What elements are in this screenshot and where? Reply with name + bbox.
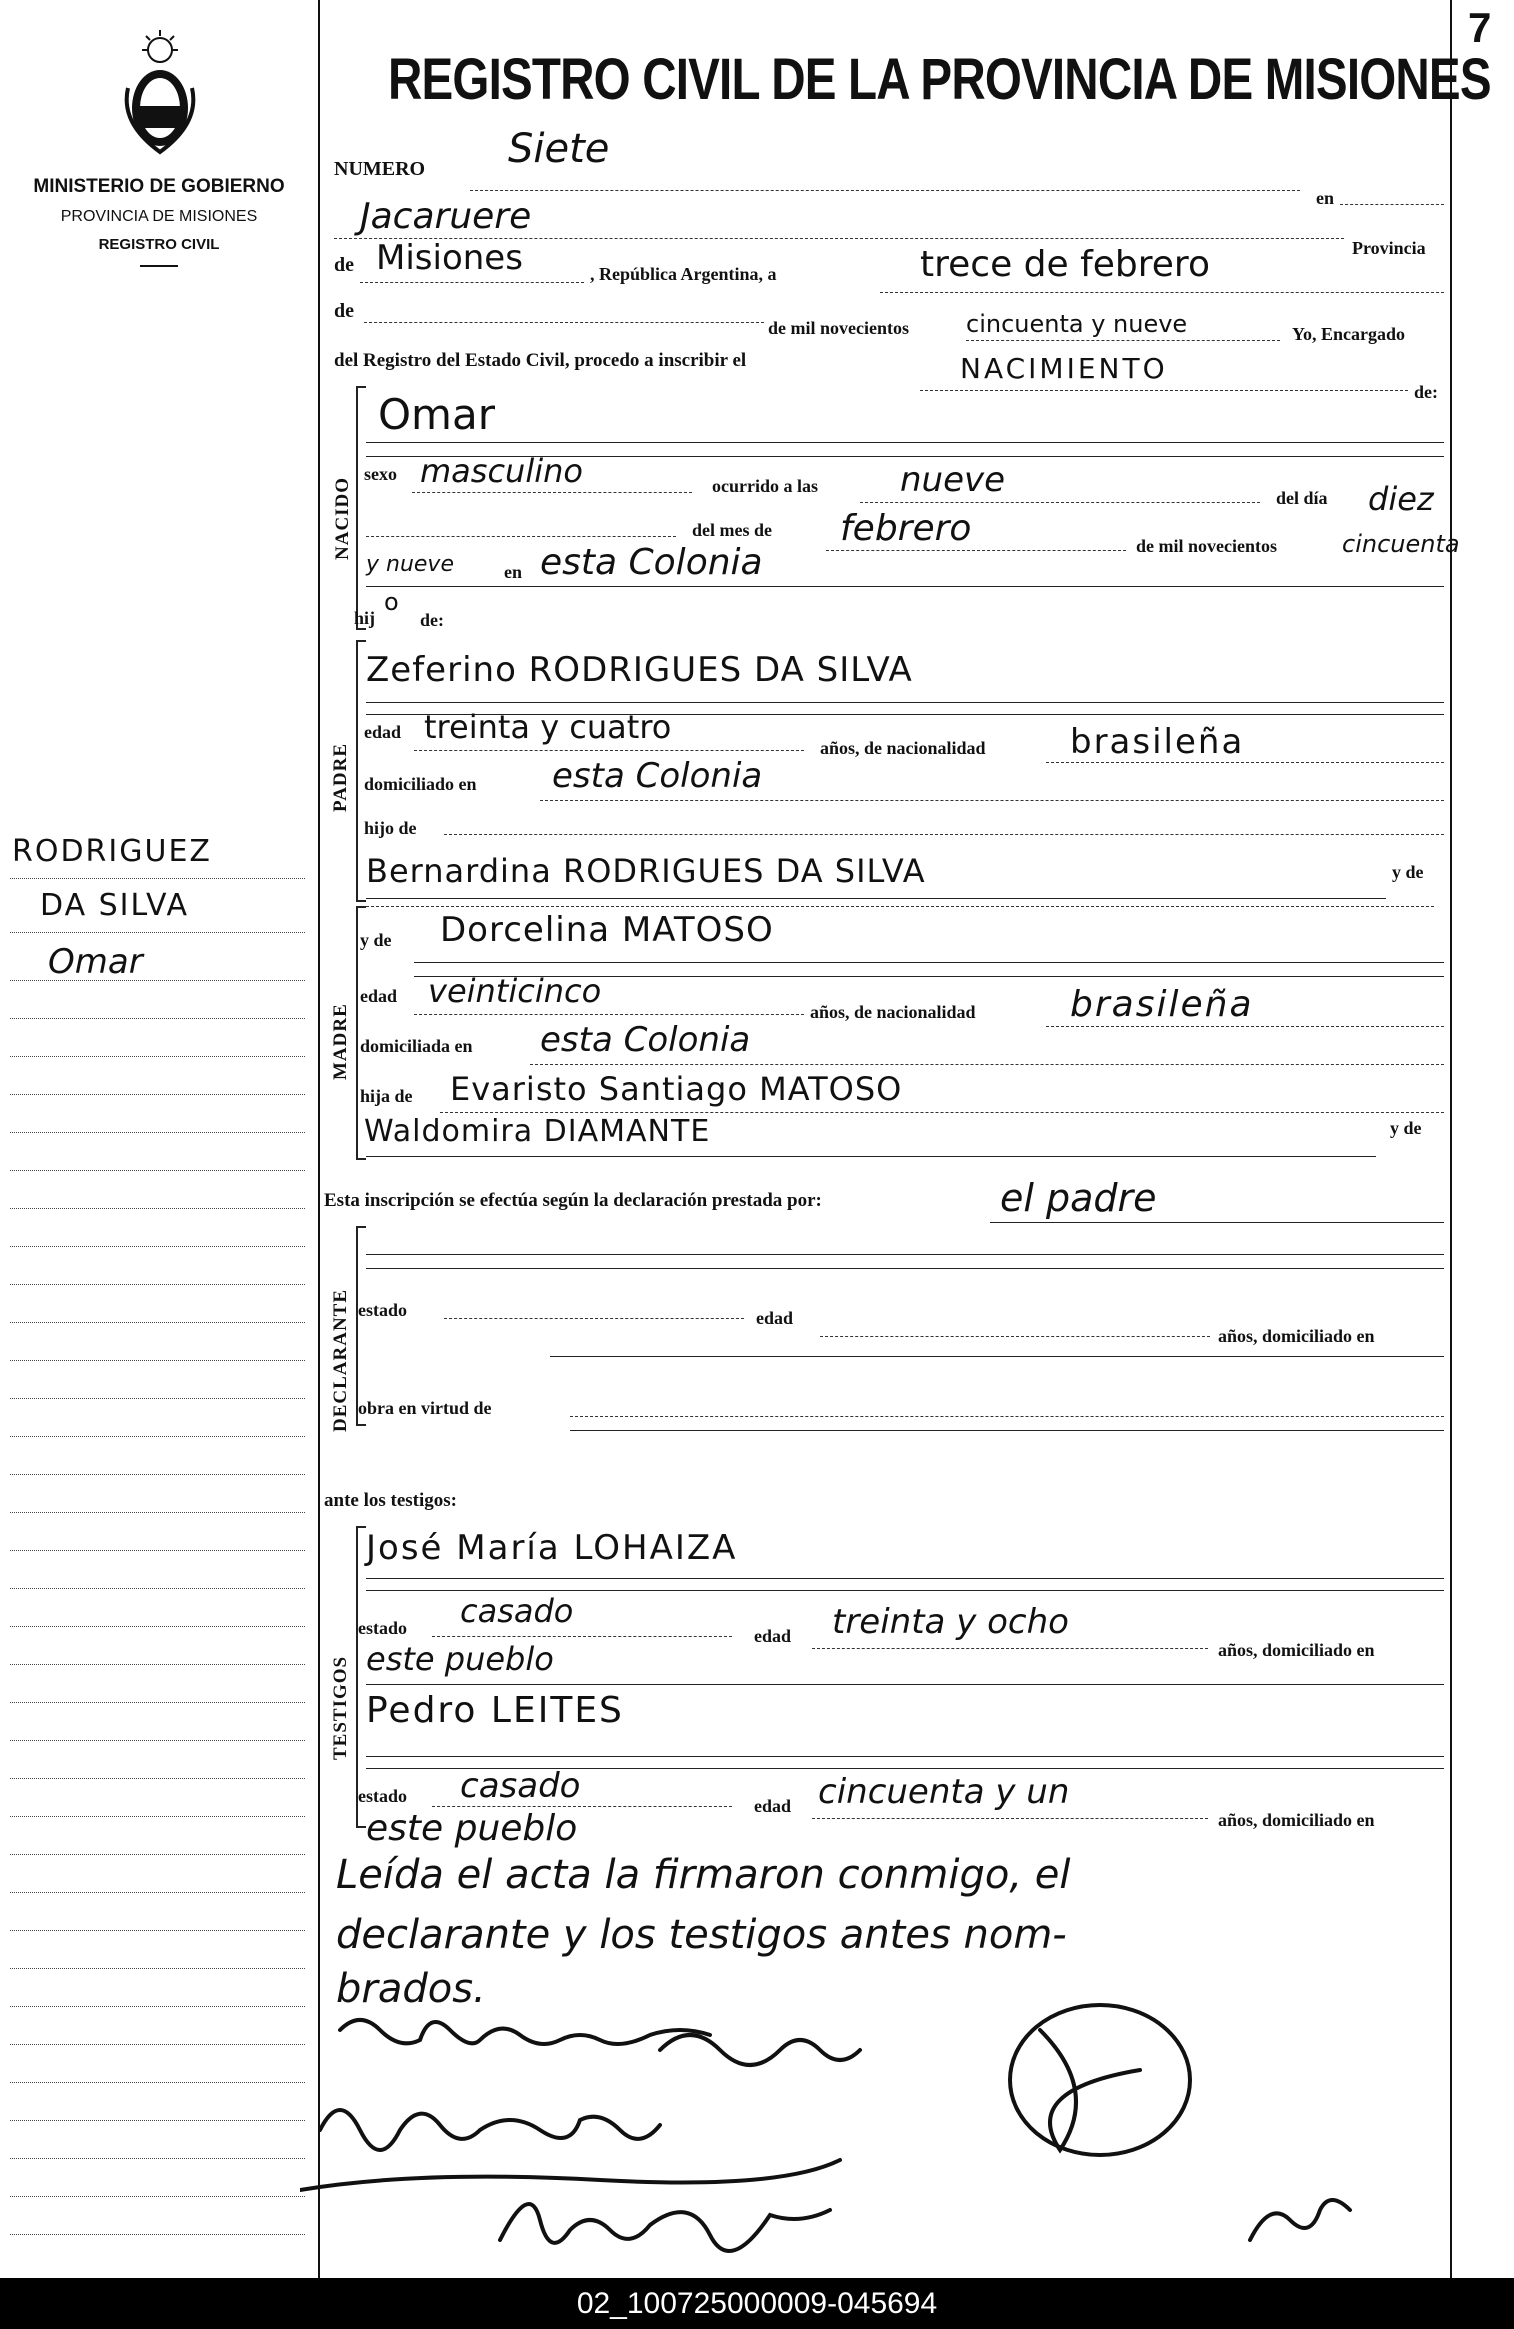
hora-value: nueve [900,460,1006,500]
field-line [360,282,584,283]
footer-id-bar: 02_100725000009-045694 [0,2278,1514,2329]
margin-line [10,2006,305,2007]
margin-line [10,1968,305,1969]
margin-line [10,2234,305,2235]
yo-label: Yo, Encargado [1292,324,1406,344]
declarante-edad-label: edad [756,1308,794,1328]
madre-edad-label: edad [360,986,398,1006]
field-line [440,1112,1444,1113]
field-line [366,1156,1376,1157]
de-label: de [334,254,354,276]
field-line [1046,762,1444,763]
field-line [860,502,1260,503]
margin-line [10,2120,305,2121]
field-line [366,1590,1444,1591]
field-line [432,1806,732,1807]
coat-of-arms-emblem [118,28,202,158]
signature-encargado [660,2035,860,2065]
numero-label: NUMERO [334,158,426,180]
field-line [366,906,1434,907]
margin-line [10,1626,305,1627]
abuelo-materno-value: Evaristo Santiago MATOSO [450,1070,903,1108]
acto-value: NACIMIENTO [960,352,1168,385]
madre-dom-label: domiciliada en [360,1036,473,1056]
closing-line-1: Leída el acta la firmaron conmigo, el [336,1852,1071,1898]
hij-label: hij [354,608,376,628]
field-line [990,1222,1444,1223]
margin-line [10,1436,305,1437]
signature-testigo1 [320,2110,660,2150]
padre-edad-value: treinta y cuatro [424,708,672,746]
margin-line [10,2082,305,2083]
nombre-value: Omar [378,390,495,439]
testigo1-dom-label: años, domiciliado en [1218,1640,1375,1660]
page-number: 7 [1468,4,1492,51]
field-line [366,586,1444,587]
margin-line [10,1816,305,1817]
fecha-value: trece de febrero [920,244,1210,285]
margin-line [10,1930,305,1931]
en2-label: en [504,562,522,582]
y-de2-label: y de [360,930,392,950]
provincia-value: Misiones [376,238,523,278]
abuela-materna-value: Waldomira DIAMANTE [364,1114,711,1149]
section-label-declarante: DECLARANTE [330,1288,351,1432]
registro-label: del Registro del Estado Civil, procedo a inscribir el [334,350,747,371]
field-line [530,1064,1444,1065]
testigo1-edad-value: treinta y ocho [832,1602,1069,1642]
margin-line [10,1132,305,1133]
madre-dom-value: esta Colonia [540,1020,751,1060]
testigo1-edad-label: edad [754,1626,792,1646]
inscripcion-label: Esta inscripción se efectúa según la declaración prestada por: [324,1190,822,1211]
testigo1-estado-value: casado [460,1592,574,1630]
field-line [880,292,1444,293]
de2-label: de [334,300,354,322]
dia-value: diez [1368,480,1434,518]
field-line [570,1416,1444,1417]
field-line [366,898,1386,899]
section-label-padre: PADRE [330,742,351,812]
lugar-value: Jacaruere [360,196,532,237]
hijo-de-label: hijo de [364,818,417,838]
margin-line [10,932,305,933]
de3-label: de: [420,610,444,630]
sexo-label: sexo [364,464,397,484]
padre-nac-value: brasileña [1070,722,1245,762]
margin-line [10,2158,305,2159]
madre-edad-value: veinticinco [428,972,602,1010]
margin-line [10,1398,305,1399]
ministry-registry: REGISTRO CIVIL [98,236,220,253]
field-line [366,1254,1444,1255]
padre-nac-label: años, de nacionalidad [820,738,986,758]
field-line [570,1430,1444,1431]
field-line [1046,1026,1444,1027]
testigo2-dom-label: años, domiciliado en [1218,1810,1375,1830]
section-label-madre: MADRE [330,1003,351,1080]
section-label-nacido: NACIDO [332,476,353,560]
field-line [826,550,1126,551]
margin-line [10,1702,305,1703]
provincia-label: Provincia [1352,238,1426,258]
ministry-name: MINISTERIO DE GOBIERNO [33,176,285,197]
testigo2-estado-value: casado [460,1766,581,1806]
obra-label: obra en virtud de [358,1398,492,1418]
right-margin-border [1450,0,1452,2278]
margin-line [10,1360,305,1361]
field-line [366,1756,1444,1757]
margin-line [10,1550,305,1551]
padre-dom-label: domiciliado en [364,774,477,794]
mil-label: de mil novecientos [768,318,909,338]
testigo2-edad-label: edad [754,1796,792,1816]
lugar-nac-value: esta Colonia [540,542,763,583]
margin-line [10,1474,305,1475]
padre-dom-value: esta Colonia [552,756,763,796]
del-mes-label: del mes de [692,520,772,540]
margin-note-surname2: DA SILVA [40,888,190,923]
signatures-area [300,1990,1460,2278]
testigo1-dom-value: este pueblo [366,1640,554,1678]
margin-line [10,1778,305,1779]
anio-value: cincuenta y nueve [966,310,1188,338]
field-line [366,442,1444,443]
closing-line-2: declarante y los testigos antes nom- [336,1912,1067,1958]
field-line [414,750,804,751]
margin-line [10,1246,305,1247]
left-margin-border [318,0,320,2278]
field-line [540,800,1444,801]
ministry-divider [140,265,178,267]
margin-line [10,1170,305,1171]
field-line [820,1336,1210,1337]
margin-note-name: Omar [48,942,143,982]
field-line [444,834,1444,835]
anio-nac-b: y nueve [366,552,454,577]
field-line [432,1636,732,1637]
field-line [366,1684,1444,1685]
ocurrido-label: ocurrido a las [712,476,818,496]
margin-line [10,1892,305,1893]
field-line [366,1578,1444,1579]
republica-label: , República Argentina, a [590,264,777,284]
document-title: REGISTRO CIVIL DE LA PROVINCIA DE MISIONES [388,47,1491,112]
signature-declarante [340,2020,710,2044]
field-line [920,390,1408,391]
hijo-sufijo-value: o [384,588,399,616]
margin-line [10,2196,305,2197]
testigos-intro-label: ante los testigos: [324,1490,457,1511]
margin-line [10,980,305,981]
padre-edad-label: edad [364,722,402,742]
abuela-paterna-value: Dorcelina MATOSO [440,910,774,950]
section-label-testigos: TESTIGOS [330,1655,351,1760]
sexo-value: masculino [420,452,583,490]
testigo1-nombre-value: José María LOHAIZA [366,1528,738,1568]
abuelo-paterno-value: Bernardina RODRIGUES DA SILVA [366,852,926,890]
madre-nac-label: años, de nacionalidad [810,1002,976,1022]
madre-nac-value: brasileña [1070,984,1254,1025]
margin-line [10,2044,305,2045]
signature-testigo2 [500,2204,830,2251]
field-line [412,492,692,493]
anio-nac-a: cincuenta [1342,530,1460,558]
margin-line [10,1512,305,1513]
ministry-province: PROVINCIA DE MISIONES [60,208,258,225]
mes-value: febrero [840,508,972,549]
testigo2-edad-value: cincuenta y un [818,1772,1070,1812]
hija-de-label: hija de [360,1086,413,1106]
padre-nombre-value: Zeferino RODRIGUES DA SILVA [366,650,913,690]
margin-line [10,1322,305,1323]
de-colon-label: de: [1414,382,1438,402]
padre-bracket [356,640,366,902]
testigo2-estado-label: estado [358,1786,407,1806]
margin-line [10,1588,305,1589]
margin-line [10,1056,305,1057]
field-line [366,702,1444,703]
field-line [812,1648,1208,1649]
declarante-dom-label: años, domiciliado en [1218,1326,1375,1346]
field-line [366,536,676,537]
margin-line [10,1094,305,1095]
margin-line [10,1664,305,1665]
nacido-bracket [356,386,366,630]
margin-line [10,1284,305,1285]
margin-line [10,1018,305,1019]
numero-value: Siete [508,126,610,172]
field-line [470,190,1300,191]
declarante-value: el padre [1000,1176,1157,1220]
declarante-estado-label: estado [358,1300,407,1320]
margin-note-surname: RODRIGUEZ [12,834,212,869]
margin-line [10,878,305,879]
field-line [364,322,764,323]
testigo2-dom-value: este pueblo [366,1808,578,1849]
field-line [1340,204,1444,205]
field-line [414,962,1444,963]
field-line [414,1014,804,1015]
field-line [812,1818,1208,1819]
field-line [550,1356,1444,1357]
madre-y-de-label: y de [1390,1118,1422,1138]
margin-line [10,1854,305,1855]
padre-y-de-label: y de [1392,862,1424,882]
declarante-bracket [356,1226,366,1426]
testigo2-nombre-value: Pedro LEITES [366,1690,624,1731]
testigos-bracket [356,1526,366,1828]
field-line [444,1318,744,1319]
closing-line-3: brados. [336,1966,486,2012]
en-label: en [1316,188,1334,208]
testigo1-estado-label: estado [358,1618,407,1638]
margin-line [10,1208,305,1209]
field-line [966,340,1280,341]
field-line [366,1268,1444,1269]
de-mil-nov-label: de mil novecientos [1136,536,1277,556]
del-dia-label: del día [1276,488,1328,508]
margin-line [10,1740,305,1741]
